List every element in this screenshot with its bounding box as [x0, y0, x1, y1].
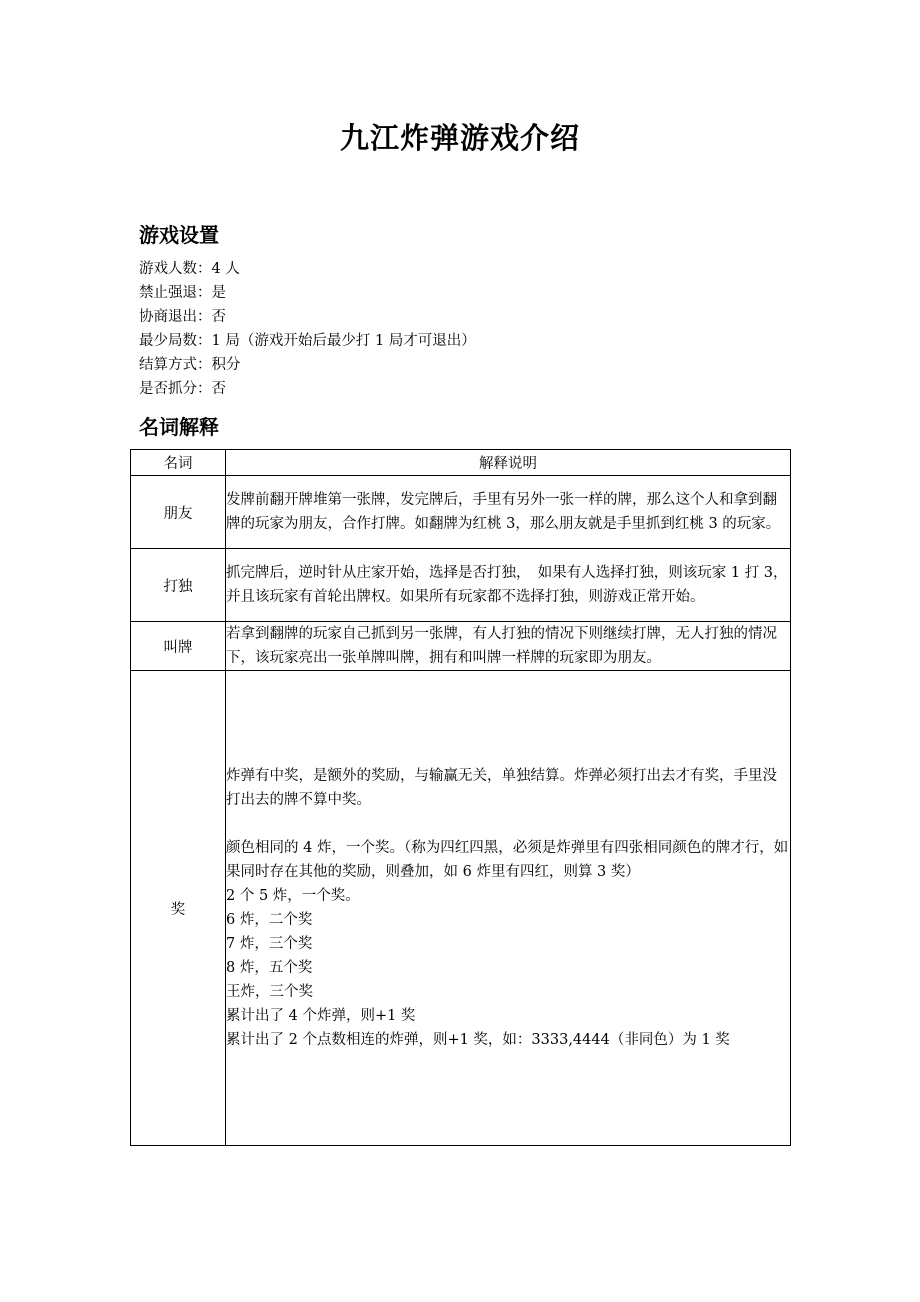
- description-cell: 若拿到翻牌的玩家自己抓到另一张牌，有人打独的情况下则继续打牌，无人打独的情况下，该玩家亮出一张单牌叫牌，拥有和叫牌一样牌的玩家即为朋友。: [226, 622, 791, 671]
- glossary-heading: 名词解释: [139, 415, 219, 439]
- settings-list: [139, 257, 476, 401]
- setting-value: 是: [211, 285, 226, 301]
- setting-value: 1 局（游戏开始后最少打 1 局才可退出）: [211, 333, 476, 349]
- setting-value: 4 人: [211, 261, 240, 277]
- prize-rule: 7 炸，三个奖: [226, 936, 313, 952]
- setting-value: 否: [211, 309, 226, 325]
- setting-label: 是否抓分：: [139, 381, 212, 397]
- prize-rule: 颜色相同的 4 炸，一个奖。（称为四红四黑，必须是炸弹里有四张相同颜色的牌才行，如果同时存在其他的奖励，则叠加，如 6 炸里有四红，则算 3 奖）: [226, 840, 789, 880]
- term-cell: 朋友: [131, 476, 226, 549]
- glossary-table: [130, 449, 791, 1146]
- description-cell: 发牌前翻开牌堆第一张牌，发完牌后，手里有另外一张一样的牌，那么这个人和拿到翻牌的玩家为朋友，合作打牌。如翻牌为红桃 3，那么朋友就是手里抓到红桃 3 的玩家。: [226, 476, 791, 549]
- column-header-term: 名词: [131, 450, 226, 476]
- prize-rule: 2 个 5 炸，一个奖。: [226, 888, 360, 904]
- table-row: [131, 549, 791, 622]
- setting-grab-points: [139, 377, 476, 401]
- table-row: [131, 476, 791, 549]
- table-row: [131, 671, 791, 1146]
- term-cell: 叫牌: [131, 622, 226, 671]
- setting-label: 最少局数：: [139, 333, 212, 349]
- document-title: 九江炸弹游戏介绍: [339, 121, 580, 155]
- setting-min-rounds: [139, 329, 476, 353]
- prize-rule: 6 炸，二个奖: [226, 912, 313, 928]
- setting-label: 结算方式：: [139, 357, 212, 373]
- setting-label: 协商退出：: [139, 309, 212, 325]
- setting-label: 游戏人数：: [139, 261, 212, 277]
- prize-paragraph: 炸弹有中奖，是额外的奖励，与输赢无关，单独结算。炸弹必须打出去才有奖，手里没打出去的牌不算中奖。: [226, 768, 777, 808]
- setting-label: 禁止强退：: [139, 285, 212, 301]
- prize-rule: 8 炸，五个奖: [226, 960, 313, 976]
- setting-no-force-quit: [139, 281, 476, 305]
- prize-rule: 累计出了 2 个点数相连的炸弹，则+1 奖，如：3333,4444（非同色）为 1 奖: [226, 1032, 730, 1048]
- setting-value: 积分: [211, 357, 241, 373]
- setting-value: 否: [211, 381, 226, 397]
- setting-negotiated-exit: [139, 305, 476, 329]
- table-header-row: [131, 450, 791, 476]
- setting-settlement: [139, 353, 476, 377]
- setting-players: [139, 257, 476, 281]
- term-cell: 奖: [131, 671, 226, 1146]
- description-cell: [226, 671, 791, 1146]
- prize-rule: 累计出了 4 个炸弹，则+1 奖: [226, 1008, 416, 1024]
- settings-heading: 游戏设置: [139, 223, 219, 247]
- column-header-description: 解释说明: [226, 450, 791, 476]
- term-cell: 打独: [131, 549, 226, 622]
- prize-rule: 王炸，三个奖: [226, 984, 313, 1000]
- table-row: [131, 622, 791, 671]
- paragraph-gap: [226, 812, 790, 836]
- description-cell: 抓完牌后，逆时针从庄家开始，选择是否打独， 如果有人选择打独，则该玩家 1 打 3，并且该玩家有首轮出牌权。如果所有玩家都不选择打独，则游戏正常开始。: [226, 549, 791, 622]
